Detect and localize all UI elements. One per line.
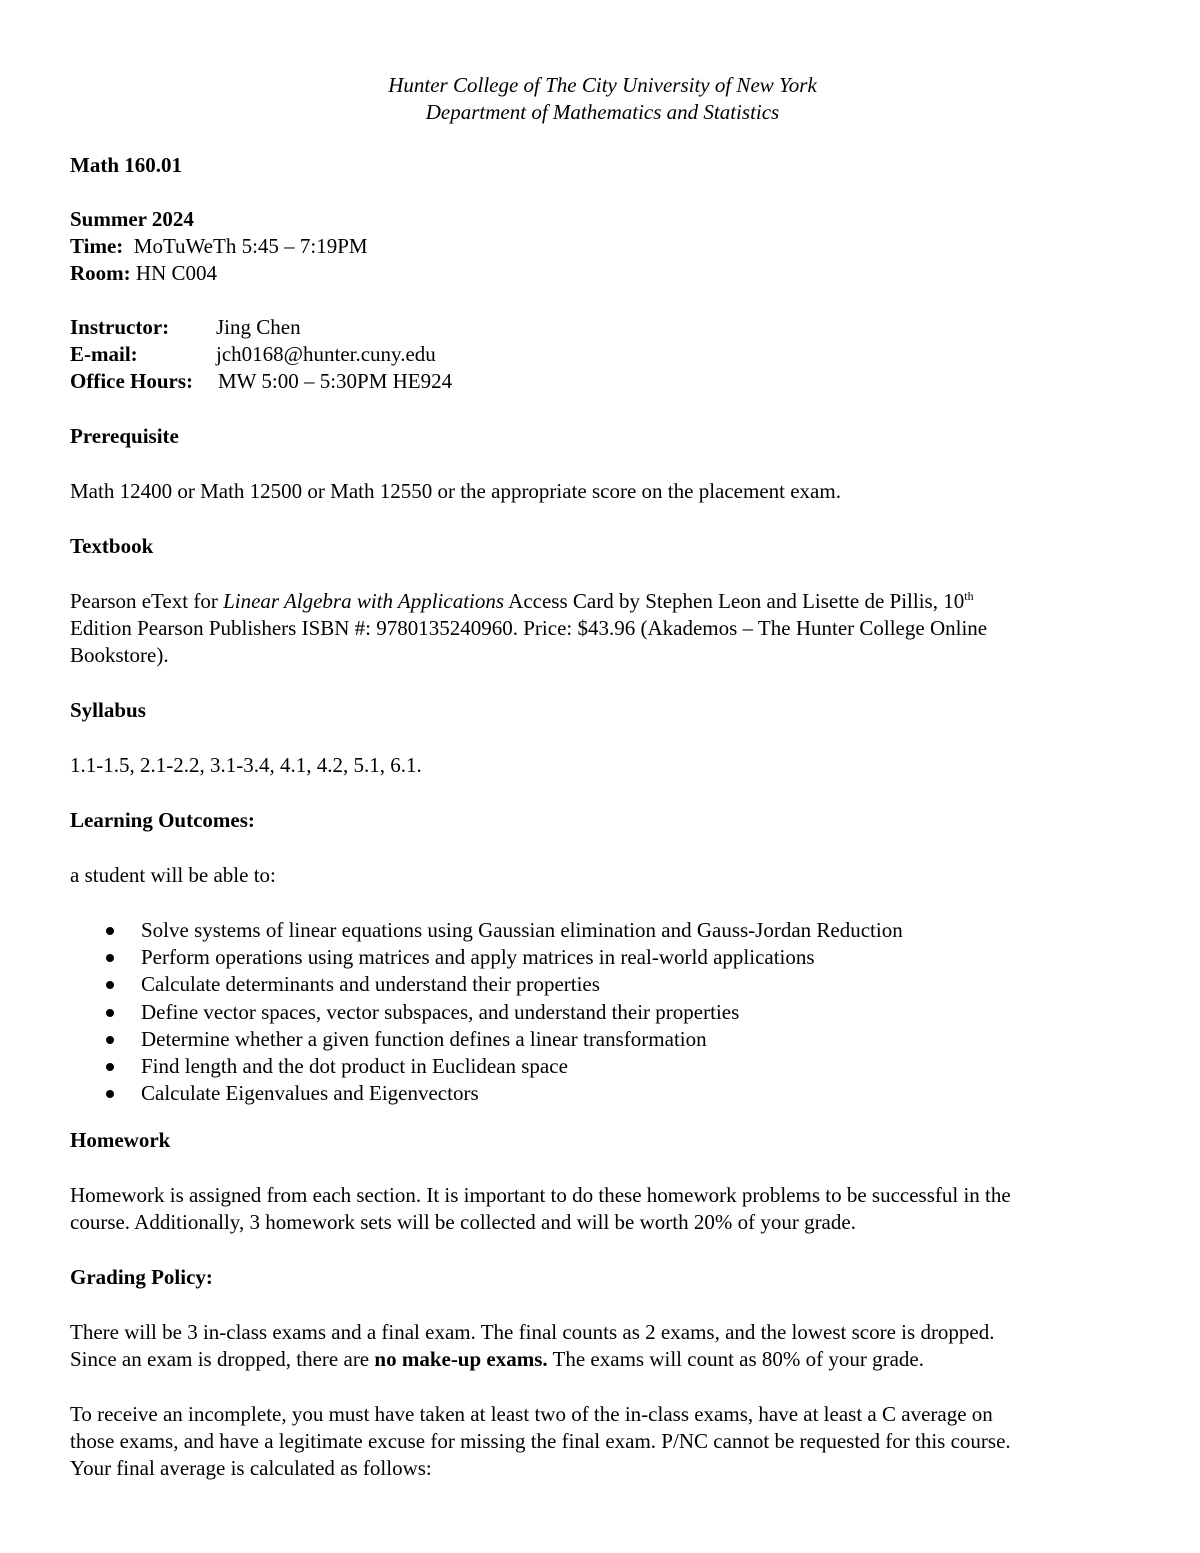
no-makeup-exams-emphasis: no make-up exams. [374, 1347, 548, 1372]
edition-superscript: th [964, 589, 974, 603]
list-item: Perform operations using matrices and apply matrices in real-world applications [70, 944, 1135, 971]
list-item: Solve systems of linear equations using Gaussian elimination and Gauss-Jordan Reduction [70, 917, 1135, 944]
office-hours-label: Office Hours: [70, 369, 194, 393]
syllabus-heading: Syllabus [70, 698, 146, 722]
textbook-text-mid: Access Card by Stephen Leon and Lisette de Pillis, 10 [504, 589, 965, 613]
time-value: MoTuWeTh 5:45 – 7:19PM [133, 234, 368, 258]
learning-outcomes-list [70, 917, 1135, 1107]
list-item: Calculate Eigenvalues and Eigenvectors [70, 1080, 1135, 1107]
textbook-line-3: Bookstore). [70, 643, 169, 667]
office-hours-row [70, 368, 1135, 395]
bullet-icon [106, 981, 114, 989]
textbook-title: Linear Algebra with Applications [223, 589, 505, 613]
grading-p2-line-3: Your final average is calculated as follows: [70, 1456, 432, 1481]
email-label: E-mail: [70, 342, 138, 366]
bullet-icon [106, 954, 114, 962]
grading-p1-line-1: There will be 3 in-class exams and a final exam. The final counts as 2 exams, and the lowest score is dropped. [70, 1320, 995, 1345]
bullet-icon [106, 1063, 114, 1071]
room-value: HN C004 [135, 261, 217, 285]
list-item: Determine whether a given function defines a linear transformation [70, 1026, 1135, 1053]
grading-p2-line-2: those exams, and have a legitimate excuse for missing the final exam. P/NC cannot be requested for this course. [70, 1429, 1011, 1454]
bullet-icon [106, 1009, 114, 1017]
bullet-icon [106, 1036, 114, 1044]
grading-p1-line-2: Since an exam is dropped, there are no make-up exams. The exams will count as 80% of your grade. [70, 1347, 925, 1372]
course-number: Math 160.01 [70, 153, 182, 177]
grading-policy-heading: Grading Policy: [70, 1265, 213, 1290]
homework-heading: Homework [70, 1128, 171, 1153]
list-item: Find length and the dot product in Euclidean space [70, 1053, 1135, 1080]
list-item: Define vector spaces, vector subspaces, and understand their properties [70, 999, 1135, 1026]
prerequisite-heading: Prerequisite [70, 424, 179, 448]
syllabus-page [70, 72, 1135, 1482]
grading-paragraph-1 [70, 1319, 1135, 1373]
prerequisite-text: Math 12400 or Math 12500 or Math 12550 or the appropriate score on the placement exam. [70, 479, 841, 503]
homework-text [70, 1182, 1135, 1236]
learning-outcomes-intro: a student will be able to: [70, 863, 276, 887]
email-row [70, 341, 1135, 368]
homework-line-1: Homework is assigned from each section. It is important to do these homework problems to be successful in the [70, 1183, 1011, 1208]
textbook-heading: Textbook [70, 534, 154, 558]
homework-line-2: course. Additionally, 3 homework sets will be collected and will be worth 20% of your grade. [70, 1210, 856, 1235]
course-room [70, 260, 1135, 287]
document-header [70, 72, 1135, 126]
instructor-label: Instructor: [70, 315, 170, 339]
syllabus-sections: 1.1-1.5, 2.1-2.2, 3.1-3.4, 4.1, 4.2, 5.1, 6.1. [70, 753, 422, 777]
office-hours-value: MW 5:00 – 5:30PM HE924 [218, 369, 453, 393]
department-name: Department of Mathematics and Statistics [425, 100, 780, 124]
textbook-text-start: Pearson eText for [70, 589, 224, 613]
course-term: Summer 2024 [70, 207, 194, 231]
instructor-value: Jing Chen [216, 315, 301, 339]
textbook-line-2: Edition Pearson Publishers ISBN #: 9780135240960. Price: $43.96 (Akademos – The Hunter College Online [70, 616, 988, 640]
time-label: Time: [70, 234, 124, 258]
room-label: Room: [70, 261, 131, 285]
bullet-icon [106, 1090, 114, 1098]
list-item: Calculate determinants and understand their properties [70, 971, 1135, 998]
institution-name: Hunter College of The City University of New York [388, 73, 817, 97]
learning-outcomes-heading: Learning Outcomes: [70, 808, 255, 832]
bullet-icon [106, 927, 114, 935]
course-time [70, 233, 1135, 260]
textbook-text [70, 588, 1135, 669]
grading-p2-line-1: To receive an incomplete, you must have taken at least two of the in-class exams, have at least a C average on [70, 1402, 993, 1427]
email-value: jch0168@hunter.cuny.edu [216, 342, 436, 366]
grading-paragraph-2 [70, 1401, 1135, 1482]
instructor-row [70, 314, 1135, 341]
